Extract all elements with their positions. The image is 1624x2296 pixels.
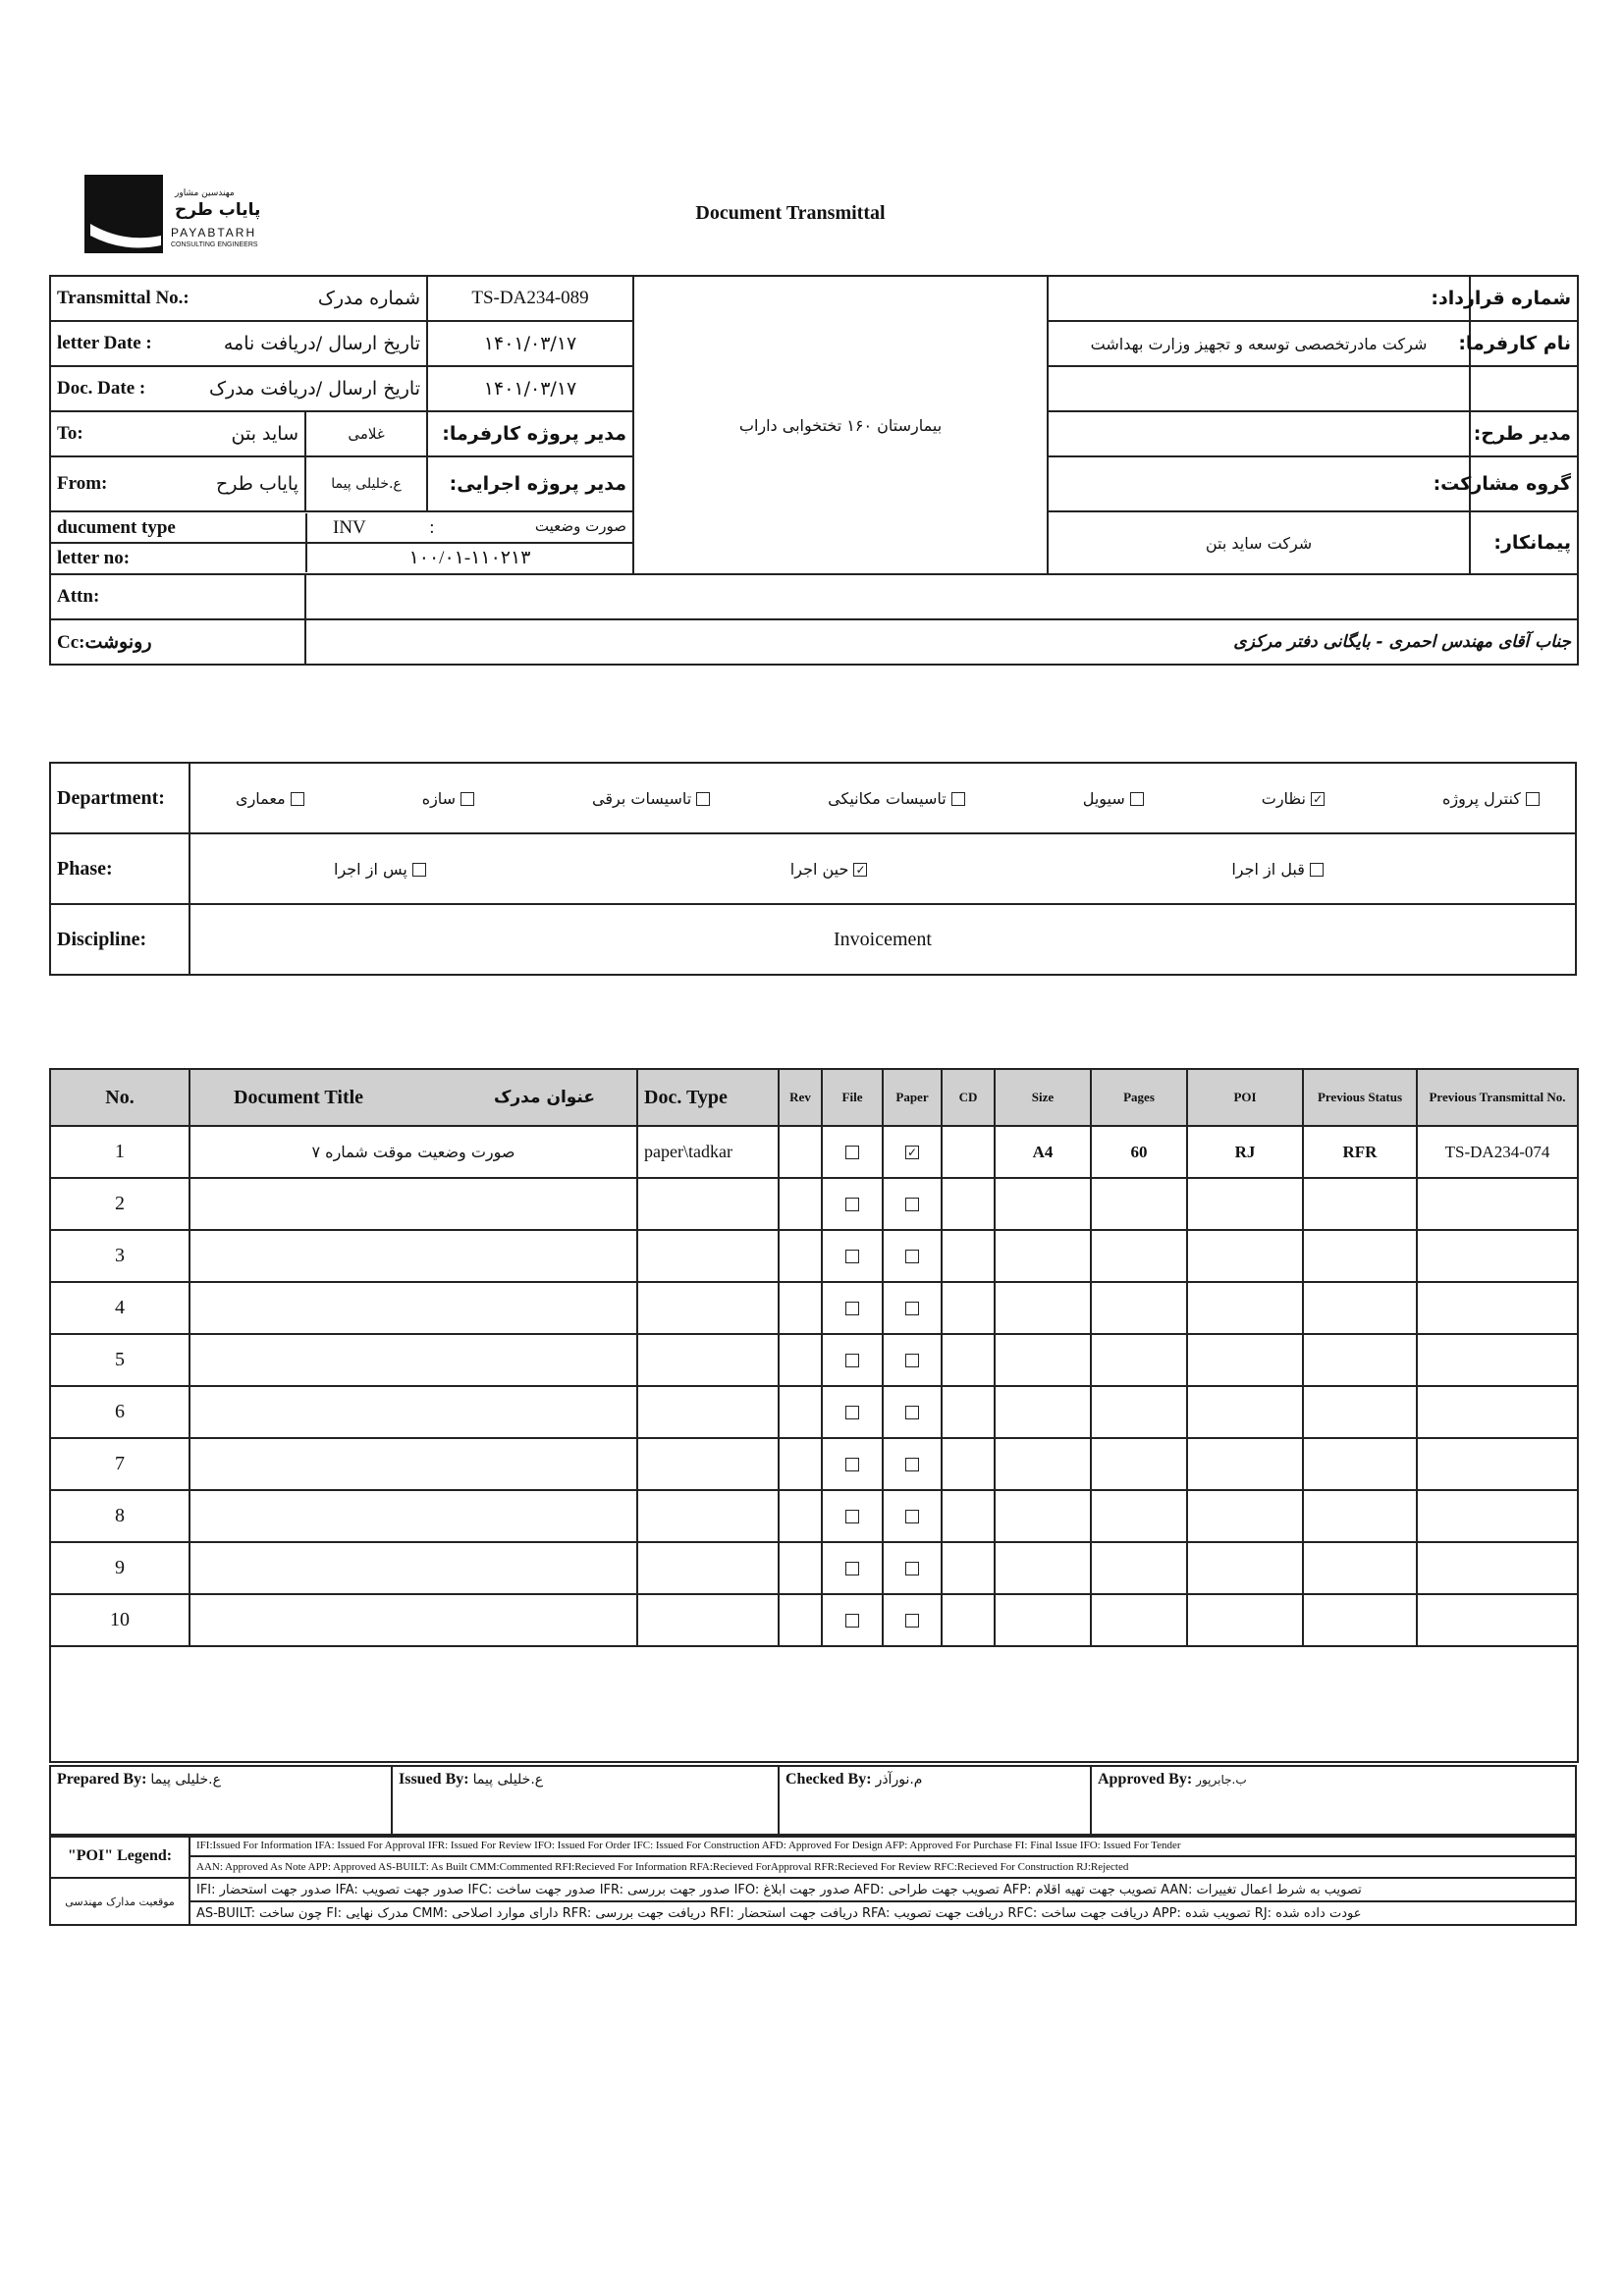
option-label: سیویل	[1082, 788, 1125, 808]
project-name: بیمارستان ۱۶۰ تختخوابی داراب	[633, 276, 1048, 574]
file-checkbox[interactable]	[845, 1458, 859, 1471]
cell-prev-transmittal	[1417, 1438, 1578, 1490]
department-option-architecture[interactable]	[236, 789, 304, 808]
cell-prev-transmittal	[1417, 1230, 1578, 1282]
cell-cd	[942, 1438, 995, 1490]
table-row	[50, 1178, 1578, 1230]
paper-checkbox[interactable]	[905, 1250, 919, 1263]
cell-file	[822, 1438, 883, 1490]
letter-date-value: ۱۴۰۱/۰۳/۱۷	[427, 321, 633, 366]
prepared-by-cell	[50, 1766, 392, 1837]
employer-value: شرکت مادرتخصصی توسعه و تجهیز وزارت بهداشت	[1048, 321, 1470, 366]
cell-prev-transmittal	[1417, 1386, 1578, 1438]
cell-rev	[779, 1334, 822, 1386]
cell-cd	[942, 1230, 995, 1282]
checked-by-value: م.نورآذر	[875, 1772, 923, 1788]
file-checkbox[interactable]	[845, 1146, 859, 1159]
checkbox[interactable]	[1526, 792, 1540, 806]
legend-line-4: AS-BUILT: چون ساخت FI: مدرک نهایی CMM: دارای موارد اصلاحی RFR: دریافت جهت بررسی RFI: دریافت جهت استحضار RFA: دریافت جهت تصویب RFC: دریافت جهت ساخت APP: تصویب شده RJ: عودت داده شده	[189, 1901, 1576, 1925]
issued-by-label: Issued By:	[399, 1771, 469, 1788]
cell-file	[822, 1334, 883, 1386]
header-table	[49, 275, 1579, 666]
from-value: پایاب طرح	[216, 473, 298, 495]
cell-paper	[883, 1334, 942, 1386]
letter-date-label-fa: تاریخ ارسال /دریافت نامه	[223, 333, 421, 354]
cell-prev-status: RFR	[1303, 1126, 1417, 1178]
cell-no: 10	[50, 1594, 189, 1646]
file-checkbox[interactable]	[845, 1250, 859, 1263]
legend-line-1: IFI:Issued For Information IFA: Issued For Approval IFR: Issued For Review IFO: Issued For Order IFC: Issued For Construction AFD: Approved For Design AFP: Approved For Purchase FI: Final Issue IFO: Issued For Tender	[189, 1835, 1576, 1856]
cell-title	[189, 1438, 637, 1490]
checked-by-cell	[779, 1766, 1091, 1837]
cell-title	[189, 1282, 637, 1334]
employer-label: نام کارفرما:	[1470, 321, 1578, 366]
department-options	[189, 763, 1576, 833]
cell-prev-transmittal	[1417, 1490, 1578, 1542]
partnership-label: گروه مشارکت:	[1470, 456, 1578, 511]
checkbox[interactable]	[951, 792, 965, 806]
cell-pages	[1091, 1178, 1187, 1230]
cell-file	[822, 1282, 883, 1334]
cell-rev	[779, 1594, 822, 1646]
cell-rev	[779, 1438, 822, 1490]
transmittal-no-cell	[50, 276, 427, 321]
discipline-label: Discipline:	[50, 904, 189, 975]
cell-doc-type	[637, 1334, 779, 1386]
department-label: Department:	[50, 763, 189, 833]
checkbox[interactable]	[696, 792, 710, 806]
department-option-supervision[interactable]	[1262, 789, 1325, 808]
cell-rev	[779, 1230, 822, 1282]
cell-title	[189, 1230, 637, 1282]
to-value: ساید بتن	[231, 423, 298, 445]
option-label: کنترل پروژه	[1441, 788, 1521, 808]
prepared-by-value: ع.خلیلی پیما	[150, 1772, 221, 1788]
empty-cell	[1048, 366, 1470, 411]
cell-prev-transmittal	[1417, 1178, 1578, 1230]
to-label: To:	[57, 423, 83, 444]
cell-no: 1	[50, 1126, 189, 1178]
col-header-prev-transmittal: Previous Transmittal No.	[1417, 1069, 1578, 1126]
transmittal-no-value: TS-DA234-089	[427, 276, 633, 321]
doc-type-value: INV	[333, 516, 366, 538]
cell-size	[995, 1282, 1091, 1334]
designer-value	[1048, 411, 1470, 456]
cell-title	[189, 1542, 637, 1594]
cell-title: صورت وضعیت موقت شماره ۷	[189, 1126, 637, 1178]
notes-area	[50, 1646, 1578, 1762]
cell-cd	[942, 1126, 995, 1178]
logo-fa-big: پایاب طرح	[175, 200, 261, 220]
checkbox[interactable]	[1310, 863, 1324, 877]
attn-label: Attn:	[50, 574, 305, 619]
file-checkbox[interactable]	[845, 1354, 859, 1367]
cell-prev-status	[1303, 1490, 1417, 1542]
contract-no-value	[1048, 276, 1470, 321]
cell-file	[822, 1386, 883, 1438]
cell-title	[189, 1178, 637, 1230]
cell-pages	[1091, 1230, 1187, 1282]
cell-prev-status	[1303, 1282, 1417, 1334]
issued-by-cell	[392, 1766, 779, 1837]
department-option-electrical[interactable]	[592, 789, 710, 808]
col-header-title	[189, 1069, 637, 1126]
checkbox[interactable]: ✓	[1313, 792, 1324, 806]
cell-size	[995, 1386, 1091, 1438]
attn-value	[305, 574, 1578, 619]
col-header-size: Size	[995, 1069, 1091, 1126]
designer-label: مدیر طرح:	[1470, 411, 1578, 456]
doc-type-colon: :	[429, 516, 435, 538]
doc-type-letter-no-cell	[50, 511, 633, 574]
option-label: معماری	[236, 788, 286, 808]
cell-size	[995, 1334, 1091, 1386]
cell-cd	[942, 1178, 995, 1230]
transmittal-no-label-en: Transmittal No.:	[57, 288, 189, 308]
cell-pages	[1091, 1438, 1187, 1490]
cell-prev-transmittal	[1417, 1594, 1578, 1646]
cell-size	[995, 1178, 1091, 1230]
cell-prev-status	[1303, 1594, 1417, 1646]
file-checkbox[interactable]	[845, 1614, 859, 1628]
cell-title	[189, 1386, 637, 1438]
option-label: نظارت	[1261, 788, 1306, 808]
logo-mark-icon	[84, 175, 163, 253]
cell-poi: RJ	[1187, 1126, 1303, 1178]
phase-options	[189, 833, 1576, 904]
contractor-label: پیمانکار:	[1470, 511, 1578, 574]
cell-title	[189, 1490, 637, 1542]
option-label: حین اجرا	[789, 859, 849, 879]
paper-checkbox[interactable]	[905, 1354, 919, 1367]
cell-doc-type	[637, 1542, 779, 1594]
option-label: سازه	[421, 788, 457, 808]
approved-by-cell	[1091, 1766, 1576, 1837]
cell-prev-status	[1303, 1230, 1417, 1282]
paper-checkbox[interactable]: ✓	[906, 1146, 918, 1160]
issued-by-value: ع.خلیلی پیما	[472, 1772, 544, 1788]
cell-rev	[779, 1126, 822, 1178]
cell-paper	[883, 1126, 942, 1178]
file-checkbox[interactable]	[845, 1406, 859, 1419]
cell-prev-status	[1303, 1438, 1417, 1490]
department-option-civil[interactable]	[1083, 789, 1144, 808]
logo-en-big: PAYABTARH	[171, 226, 257, 240]
employer-pm-label: مدیر پروژه کارفرما:	[427, 411, 633, 456]
checkbox[interactable]	[460, 792, 474, 806]
cell-size	[995, 1230, 1091, 1282]
col-header-cd: CD	[942, 1069, 995, 1126]
cell-paper	[883, 1282, 942, 1334]
department-option-mechanical[interactable]	[828, 789, 965, 808]
option-label: قبل از اجرا	[1231, 859, 1305, 879]
file-checkbox[interactable]	[845, 1302, 859, 1315]
paper-checkbox[interactable]	[905, 1406, 919, 1419]
cell-prev-status	[1303, 1386, 1417, 1438]
signature-table	[49, 1765, 1577, 1838]
cell-prev-status	[1303, 1334, 1417, 1386]
paper-checkbox[interactable]	[905, 1510, 919, 1523]
from-cell	[50, 456, 305, 511]
cell-poi	[1187, 1334, 1303, 1386]
cell-paper	[883, 1178, 942, 1230]
letter-no-value: ۱۰۰/۰۱-۱۱۰۲۱۳	[408, 548, 531, 568]
table-row	[50, 1282, 1578, 1334]
partnership-value	[1048, 456, 1470, 511]
cell-cd	[942, 1490, 995, 1542]
cell-size	[995, 1594, 1091, 1646]
option-label: پس از اجرا	[334, 859, 407, 879]
cell-doc-type	[637, 1178, 779, 1230]
table-row	[50, 1230, 1578, 1282]
cell-poi	[1187, 1438, 1303, 1490]
cell-no: 7	[50, 1438, 189, 1490]
cell-prev-transmittal	[1417, 1282, 1578, 1334]
documents-table	[49, 1068, 1579, 1763]
col-header-pages: Pages	[1091, 1069, 1187, 1126]
cell-poi	[1187, 1490, 1303, 1542]
position-legend-label: موقعیت مدارک مهندسی	[50, 1878, 189, 1925]
legend-line-3: IFI: صدور جهت استحضار IFA: صدور جهت تصویب IFC: صدور جهت ساخت IFR: صدور جهت بررسی IFO: صدور جهت ابلاغ AFD: تصویب جهت طراحی AFP: تصویب جهت تهیه اقلام AAN: تصویب به شرط اعمال تغییرات	[189, 1878, 1576, 1901]
logo-fa-small: مهندسین مشاور	[175, 188, 235, 198]
cell-paper	[883, 1490, 942, 1542]
cell-prev-status	[1303, 1178, 1417, 1230]
cell-file	[822, 1178, 883, 1230]
to-cell	[50, 411, 305, 456]
doc-type-label: ducument type	[51, 513, 306, 543]
checkbox[interactable]	[1130, 792, 1144, 806]
cell-paper	[883, 1438, 942, 1490]
transmittal-no-label-fa: شماره مدرک	[317, 288, 421, 309]
cell-size	[995, 1542, 1091, 1594]
cell-no: 2	[50, 1178, 189, 1230]
cell-cd	[942, 1542, 995, 1594]
cell-cd	[942, 1334, 995, 1386]
doc-type-cell	[306, 513, 632, 543]
cell-doc-type	[637, 1230, 779, 1282]
table-row	[50, 1126, 1578, 1178]
checkbox[interactable]	[291, 792, 304, 806]
table-row	[50, 1386, 1578, 1438]
legend-table	[49, 1834, 1577, 1926]
table-row	[50, 1594, 1578, 1646]
phase-option-before[interactable]	[1231, 860, 1324, 879]
col-header-poi: POI	[1187, 1069, 1303, 1126]
checked-by-label: Checked By:	[785, 1771, 872, 1788]
cell-no: 8	[50, 1490, 189, 1542]
cc-value: جناب آقای مهندس احمری - بایگانی دفتر مرکزی	[305, 619, 1578, 665]
department-option-structure[interactable]	[422, 789, 474, 808]
paper-checkbox[interactable]	[905, 1562, 919, 1575]
cell-rev	[779, 1178, 822, 1230]
cell-file	[822, 1490, 883, 1542]
cell-no: 5	[50, 1334, 189, 1386]
phase-option-during[interactable]	[790, 860, 868, 879]
phase-label: Phase:	[50, 833, 189, 904]
poi-legend-label: "POI" Legend:	[50, 1835, 189, 1878]
cell-poi	[1187, 1230, 1303, 1282]
prepared-by-label: Prepared By:	[57, 1771, 147, 1788]
letter-date-cell	[50, 321, 427, 366]
col-header-rev: Rev	[779, 1069, 822, 1126]
cell-pages	[1091, 1490, 1187, 1542]
table-row	[50, 1438, 1578, 1490]
exec-pm-label: مدیر پروژه اجرایی:	[427, 456, 633, 511]
col-header-doc-type: Doc. Type	[637, 1069, 779, 1126]
contractor-value: شرکت ساید بتن	[1048, 511, 1470, 574]
cell-file	[822, 1542, 883, 1594]
paper-checkbox[interactable]	[905, 1302, 919, 1315]
title-header-fa: عنوان مدرک	[493, 1088, 595, 1107]
cell-doc-type	[637, 1282, 779, 1334]
cell-rev	[779, 1542, 822, 1594]
logo-en-small: CONSULTING ENGINEERS	[171, 241, 258, 248]
doc-date-label-fa: تاریخ ارسال /دریافت مدرک	[208, 378, 421, 400]
cell-rev	[779, 1490, 822, 1542]
cell-pages	[1091, 1334, 1187, 1386]
cell-pages	[1091, 1594, 1187, 1646]
cell-poi	[1187, 1282, 1303, 1334]
cell-pages	[1091, 1542, 1187, 1594]
cell-cd	[942, 1386, 995, 1438]
doc-date-label-en: Doc. Date :	[57, 378, 146, 399]
option-label: تاسیسات مکانیکی	[828, 788, 947, 808]
cell-poi	[1187, 1594, 1303, 1646]
cell-title	[189, 1594, 637, 1646]
cell-doc-type	[637, 1594, 779, 1646]
department-option-project-control[interactable]	[1442, 789, 1540, 808]
table-row	[50, 1542, 1578, 1594]
file-checkbox[interactable]	[845, 1510, 859, 1523]
cell-prev-transmittal	[1417, 1542, 1578, 1594]
cell-size	[995, 1438, 1091, 1490]
col-header-paper: Paper	[883, 1069, 942, 1126]
file-checkbox[interactable]	[845, 1198, 859, 1211]
cell-prev-status	[1303, 1542, 1417, 1594]
cell-paper	[883, 1386, 942, 1438]
cell-pages	[1091, 1282, 1187, 1334]
approved-by-label: Approved By:	[1098, 1771, 1193, 1788]
cell-poi	[1187, 1542, 1303, 1594]
file-checkbox[interactable]	[845, 1562, 859, 1575]
doc-type-fa: صورت وضعیت	[534, 516, 627, 535]
cell-poi	[1187, 1178, 1303, 1230]
letter-no-label: letter no:	[51, 543, 306, 572]
cell-no: 6	[50, 1386, 189, 1438]
cc-label: Cc:رونوشت	[50, 619, 305, 665]
cell-no: 4	[50, 1282, 189, 1334]
contract-no-label: شماره قرارداد:	[1470, 276, 1578, 321]
from-label: From:	[57, 473, 108, 494]
cell-file	[822, 1230, 883, 1282]
discipline-value: Invoicement	[189, 904, 1576, 975]
letter-date-label-en: letter Date :	[57, 333, 152, 353]
cell-cd	[942, 1594, 995, 1646]
legend-line-2: AAN: Approved As Note APP: Approved AS-BUILT: As Built CMM:Commented RFI:Recieved For Information RFA:Recieved ForApproval RFR:Recieved For Review RFC:Recieved For Construction RJ:Rejected	[189, 1856, 1576, 1878]
approved-by-value: ب.جابرپور	[1196, 1773, 1247, 1787]
cell-file	[822, 1126, 883, 1178]
paper-checkbox[interactable]	[905, 1614, 919, 1628]
checkbox[interactable]: ✓	[855, 863, 866, 877]
cell-poi	[1187, 1386, 1303, 1438]
cell-doc-type	[637, 1490, 779, 1542]
cell-size: A4	[995, 1126, 1091, 1178]
cell-doc-type: paper\tadkar	[637, 1126, 779, 1178]
page-title: Document Transmittal	[695, 202, 886, 224]
company-logo	[84, 175, 300, 255]
cell-size	[995, 1490, 1091, 1542]
cell-paper	[883, 1542, 942, 1594]
cell-rev	[779, 1386, 822, 1438]
empty-cell	[1470, 366, 1578, 411]
col-header-no: No.	[50, 1069, 189, 1126]
cell-prev-transmittal	[1417, 1334, 1578, 1386]
title-header-en: Document Title	[234, 1087, 364, 1108]
table-row	[50, 1490, 1578, 1542]
cell-paper	[883, 1230, 942, 1282]
cell-file	[822, 1594, 883, 1646]
exec-pm-value: ع.خلیلی پیما	[305, 456, 427, 511]
cell-paper	[883, 1594, 942, 1646]
col-header-prev-status: Previous Status	[1303, 1069, 1417, 1126]
phase-option-after[interactable]	[334, 860, 426, 879]
cell-pages: 60	[1091, 1126, 1187, 1178]
col-header-file: File	[822, 1069, 883, 1126]
option-label: تاسیسات برقی	[592, 788, 692, 808]
paper-checkbox[interactable]	[905, 1458, 919, 1471]
checkbox[interactable]	[412, 863, 426, 877]
cell-prev-transmittal: TS-DA234-074	[1417, 1126, 1578, 1178]
paper-checkbox[interactable]	[905, 1198, 919, 1211]
cell-no: 3	[50, 1230, 189, 1282]
cell-title	[189, 1334, 637, 1386]
cell-pages	[1091, 1386, 1187, 1438]
cell-doc-type	[637, 1386, 779, 1438]
cell-no: 9	[50, 1542, 189, 1594]
doc-date-cell	[50, 366, 427, 411]
employer-pm-value: غلامی	[305, 411, 427, 456]
table-row	[50, 1334, 1578, 1386]
cell-rev	[779, 1282, 822, 1334]
cell-doc-type	[637, 1438, 779, 1490]
doc-date-value: ۱۴۰۱/۰۳/۱۷	[427, 366, 633, 411]
classification-table	[49, 762, 1577, 976]
cell-cd	[942, 1282, 995, 1334]
